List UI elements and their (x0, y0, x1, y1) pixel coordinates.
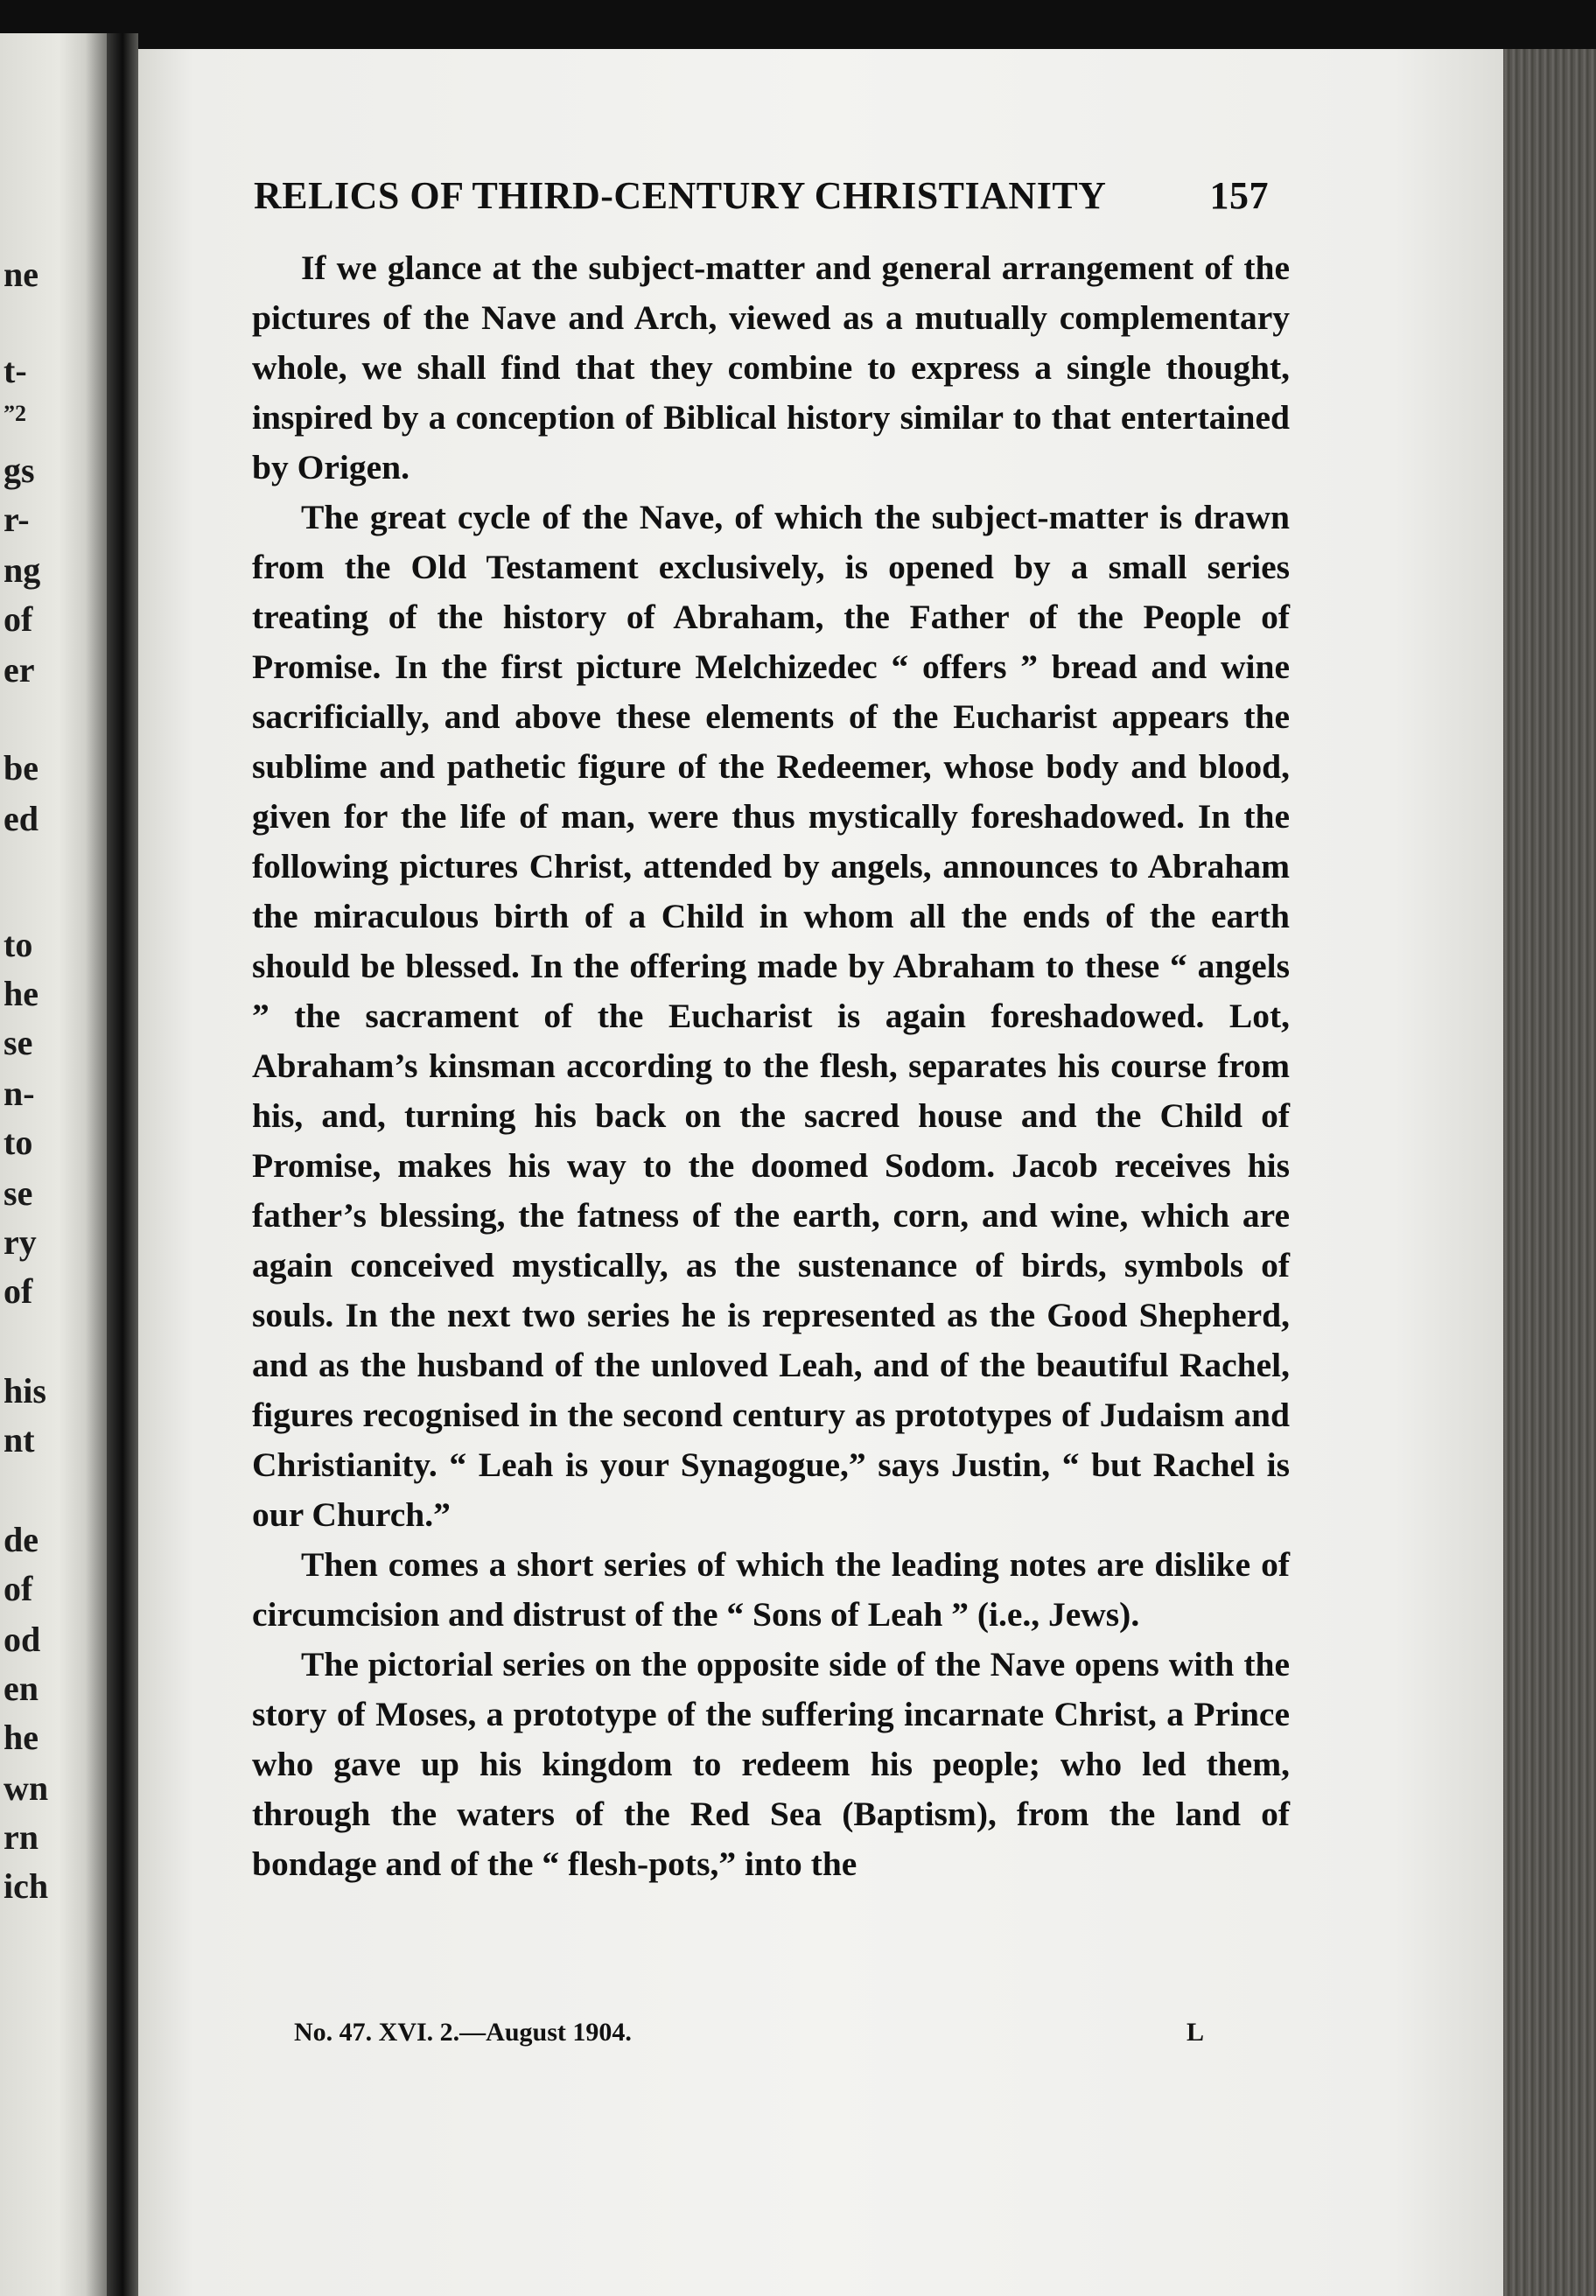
paragraph: The pictorial series on the opposite side of the Nave opens with the story of Moses, a prototype of the suffering incarnate Christ, a Prince who gave up his kingdom to redeem his people; who led them, through the waters of the Red Sea (Baptism), from the land of bondage and of the “ flesh-pots,” into the (252, 1645, 1290, 1883)
left-page-fragment: rn (4, 1817, 38, 1857)
left-page-fragment: be (4, 748, 38, 788)
page-footer (294, 2018, 1204, 2048)
paragraph: The great cycle of the Nave, of which the subject-matter is drawn from the Old Testament exclusively, is opened by a small series treating of the history of Abraham, the Father of the People of Promise. In the first picture Melchizedec “ offers ” bread and wine sacrificially, and above these elements of the Eucharist appears the sublime and pathetic figure of the Redeemer, whose body and blood, given for the life of man, were thus mystically foreshadowed. In the following pictures Christ, attended by angels, announces to Abraham the miraculous birth of a Child in whom all the ends of the earth should be blessed. In the offering made by Abraham to these “ angels ” the sacrament of the Eucharist is again foreshadowed. Lot, Abraham’s kinsman according to the flesh, separates his course from his, and, turning his back on the sacred house and the Child of Promise, makes his way to the doomed Sodom. Jacob receives his father’s blessing, the fatness of the earth, corn, and wine, which are again conceived mystically, as the sustenance of birds, symbols of souls. In the next two series he is represented as the Good Shepherd, and as the husband of the unloved Leah, and of the beautiful Rachel, figures recognised in the second century as prototypes of Judaism and Christianity. “ Leah is your Synagogue,” says Justin, “ but Rachel is our Church.” (252, 498, 1290, 1534)
book-page-edges (1503, 49, 1596, 2296)
page-number: 157 (1209, 174, 1269, 217)
left-page-fragment: of (4, 1271, 33, 1311)
left-page-fragment: wn (4, 1768, 49, 1808)
left-page-fragment: se (4, 1023, 33, 1062)
left-page-fragment: ”2 (4, 401, 26, 426)
left-page-fragment: to (4, 1123, 33, 1162)
left-page-fragment: nt (4, 1420, 35, 1460)
left-page-fragment: his (4, 1371, 46, 1410)
left-page-fragment: ne (4, 255, 38, 294)
left-page-fragment: he (4, 974, 38, 1013)
left-page-fragment: of (4, 599, 33, 639)
running-head (254, 173, 1269, 218)
left-page-fragment: er (4, 650, 35, 690)
paragraph: Then comes a short series of which the leading notes are dislike of circumcision and distrust of the “ Sons of Leah ” (i.e., Jews). (252, 1545, 1290, 1634)
body-text (252, 243, 1290, 1889)
running-head-title: RELICS OF THIRD-CENTURY CHRISTIANITY (254, 174, 1107, 217)
left-page-fragment: t- (4, 351, 27, 390)
book-gutter (107, 33, 138, 2296)
left-page-fragment: of (4, 1569, 33, 1608)
paragraph: If we glance at the subject-matter and general arrangement of the pictures of the Nave and Arch, viewed as a mutually complementary whole, we shall find that they combine to express a single thought, inspired by a conception of Biblical history similar to that entertained by Origen. (252, 248, 1290, 486)
left-page-fragment: ed (4, 799, 38, 838)
left-page-fragment: de (4, 1520, 38, 1559)
left-page-fragment: he (4, 1718, 38, 1757)
signature-mark: L (1186, 2018, 1204, 2047)
left-page-fragment: to (4, 925, 33, 964)
issue-line: No. 47. XVI. 2.—August 1904. (294, 2018, 632, 2047)
left-page-fragment: en (4, 1669, 38, 1708)
left-page-fragment: ng (4, 550, 41, 590)
left-page-fragment: n- (4, 1074, 35, 1113)
left-facing-page (0, 33, 107, 2296)
left-page-fragment: ry (4, 1222, 37, 1262)
left-page-fragment: od (4, 1620, 41, 1659)
left-page-fragment: ich (4, 1866, 49, 1906)
left-page-fragment: r- (4, 500, 30, 539)
left-page-fragment: gs (4, 451, 35, 490)
left-page-fragment: se (4, 1173, 33, 1213)
